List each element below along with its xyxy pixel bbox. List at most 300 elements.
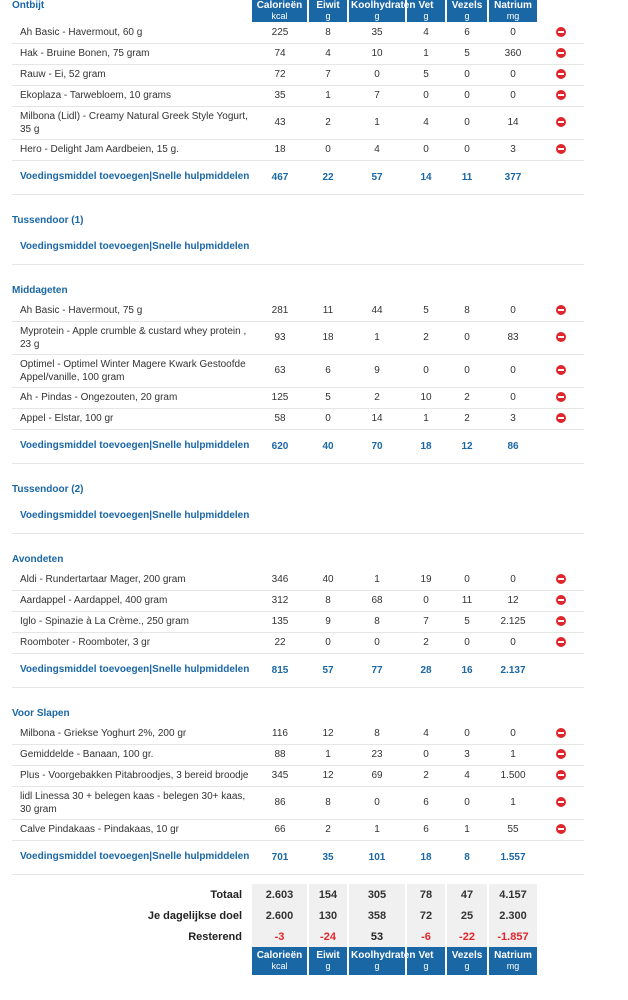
food-natrium-value: 0 [488, 22, 538, 43]
meal-total-vet: 18 [406, 429, 446, 463]
food-calories-value: 22 [252, 632, 308, 653]
food-vet-value: 2 [406, 765, 446, 786]
meal-total-calories: 701 [252, 840, 308, 874]
food-vezels-value: 4 [446, 765, 488, 786]
food-eiwit-value: 12 [308, 765, 348, 786]
food-vezels-value: 5 [446, 611, 488, 632]
add-food-link[interactable]: Voedingsmiddel toevoegen [20, 509, 150, 521]
meal-totals-row [12, 653, 584, 687]
delete-entry-cell [538, 819, 584, 840]
food-natrium-value: 0 [488, 85, 538, 106]
quick-tools-link[interactable]: Snelle hulpmiddelen [152, 851, 250, 862]
food-natrium-value: 1.500 [488, 765, 538, 786]
remove-circle-icon[interactable] [556, 616, 566, 626]
food-vet-value: 0 [406, 85, 446, 106]
delete-entry-cell [538, 43, 584, 64]
food-natrium-value: 0 [488, 64, 538, 85]
food-vezels-value: 1 [446, 819, 488, 840]
column-header-label: Koolhydraten [351, 950, 416, 961]
food-calories-value: 225 [252, 22, 308, 43]
meal-totals-row [12, 160, 584, 194]
food-entry-link[interactable]: Appel - Elstar, 100 gr [12, 408, 252, 429]
food-vet-value: 4 [406, 22, 446, 43]
food-entry-link[interactable]: Plus - Voorgebakken Pitabroodjes, 3 bereid broodje [12, 765, 252, 786]
add-food-link[interactable]: Voedingsmiddel toevoegen [20, 240, 150, 252]
remove-circle-icon[interactable] [556, 90, 566, 100]
food-vet-value: 4 [406, 106, 446, 139]
quick-tools-link[interactable]: Snelle hulpmiddelen [152, 509, 250, 521]
food-vezels-value: 11 [446, 590, 488, 611]
meal-actions [12, 429, 252, 463]
add-food-link[interactable]: Voedingsmiddel toevoegen [20, 171, 150, 182]
food-diary [12, 0, 584, 975]
food-eiwit-value: 0 [308, 632, 348, 653]
food-koolhydraten-value: 68 [348, 590, 406, 611]
column-header-unit: g [464, 11, 470, 21]
meal-actions [12, 230, 252, 264]
column-header-label: Vet [418, 0, 434, 11]
delete-entry-cell [538, 408, 584, 429]
column-header-calories[interactable] [252, 0, 308, 22]
remove-circle-icon[interactable] [556, 797, 566, 807]
food-koolhydraten-value: 2 [348, 387, 406, 408]
food-entry-link[interactable]: Ah - Pindas - Ongezouten, 20 gram [12, 387, 252, 408]
meal-total-natrium [488, 499, 538, 533]
food-calories-value: 346 [252, 569, 308, 590]
meal-total-natrium: 2.137 [488, 653, 538, 687]
food-natrium-value: 55 [488, 819, 538, 840]
meal-title-row [12, 687, 584, 723]
food-vezels-value: 5 [446, 43, 488, 64]
food-koolhydraten-value: 14 [348, 408, 406, 429]
meal-total-eiwit: 22 [308, 160, 348, 194]
food-entry-link[interactable]: Milbona (Lidl) - Creamy Natural Greek Style Yogurt, 35 g [12, 106, 252, 139]
food-vet-value: 10 [406, 387, 446, 408]
totals-spacer [538, 653, 584, 687]
link-separator: | [149, 171, 153, 182]
food-eiwit-value: 8 [308, 786, 348, 819]
meal-title-row [12, 194, 584, 230]
column-header-unit: g [325, 11, 331, 21]
column-footer-koolhydraten[interactable] [348, 947, 416, 975]
food-vet-value: 4 [406, 723, 446, 744]
meal-title: Voor Slapen [12, 708, 70, 719]
delete-entry-cell [538, 22, 584, 43]
delete-entry-cell [538, 354, 584, 387]
food-entry-link[interactable]: Hak - Bruine Bonen, 75 gram [12, 43, 252, 64]
food-koolhydraten-value: 0 [348, 64, 406, 85]
food-calories-value: 66 [252, 819, 308, 840]
food-koolhydraten-value: 0 [348, 632, 406, 653]
food-vezels-value: 0 [446, 786, 488, 819]
meal-total-koolhydraten: 101 [348, 840, 406, 874]
meal-total-calories: 620 [252, 429, 308, 463]
column-header-label: Natrium [494, 950, 532, 961]
food-eiwit-value: 6 [308, 354, 348, 387]
header-spacer [538, 0, 584, 22]
food-vet-value: 6 [406, 819, 446, 840]
meal-total-vezels: 16 [446, 653, 488, 687]
column-header-unit: mg [506, 11, 520, 21]
meal-totals-row [12, 429, 584, 463]
summary-row [12, 926, 584, 947]
food-vezels-value: 6 [446, 22, 488, 43]
remove-circle-icon[interactable] [556, 69, 566, 79]
quick-tools-link[interactable]: Snelle hulpmiddelen [152, 664, 250, 675]
food-entry-link[interactable]: Optimel - Optimel Winter Magere Kwark Gestoofde Appel/vanille, 100 gram [12, 354, 252, 387]
food-vet-value: 19 [406, 569, 446, 590]
summary-spacer [538, 905, 584, 926]
meal-total-vezels: 11 [446, 160, 488, 194]
summary-vezels: 25 [446, 905, 488, 926]
column-footer-calories[interactable] [252, 947, 308, 975]
food-vezels-value: 0 [446, 321, 488, 354]
column-header-label: Vet [418, 950, 434, 961]
food-natrium-value: 360 [488, 43, 538, 64]
food-entry-row [12, 408, 584, 429]
food-eiwit-value: 7 [308, 64, 348, 85]
food-entry-link[interactable]: Aldi - Rundertartaar Mager, 200 gram [12, 569, 252, 590]
meal-actions [12, 499, 252, 533]
food-natrium-value: 0 [488, 387, 538, 408]
meal-total-eiwit: 35 [308, 840, 348, 874]
remove-circle-icon[interactable] [556, 824, 566, 834]
food-vet-value: 5 [406, 300, 446, 321]
summary-koolhydraten: 358 [348, 905, 406, 926]
food-calories-value: 312 [252, 590, 308, 611]
spacer-cell [12, 874, 584, 884]
food-koolhydraten-value: 9 [348, 354, 406, 387]
food-calories-value: 35 [252, 85, 308, 106]
meal-total-natrium [488, 230, 538, 264]
food-calories-value: 43 [252, 106, 308, 139]
food-entry-link[interactable]: Aardappel - Aardappel, 400 gram [12, 590, 252, 611]
meal-total-koolhydraten: 70 [348, 429, 406, 463]
food-calories-value: 125 [252, 387, 308, 408]
meal-total-eiwit: 40 [308, 429, 348, 463]
totals-spacer [538, 230, 584, 264]
meal-totals-row [12, 840, 584, 874]
food-vezels-value: 0 [446, 64, 488, 85]
food-calories-value: 86 [252, 786, 308, 819]
meal-total-koolhydraten: 77 [348, 653, 406, 687]
meal-actions [12, 653, 252, 687]
summary-label: Totaal [210, 888, 242, 901]
column-header-vezels[interactable] [446, 0, 488, 22]
meal-total-vezels [446, 499, 488, 533]
delete-entry-cell [538, 106, 584, 139]
add-food-link[interactable]: Voedingsmiddel toevoegen [20, 440, 150, 451]
remove-circle-icon[interactable] [556, 392, 566, 402]
food-koolhydraten-value: 1 [348, 321, 406, 354]
food-entry-row [12, 22, 584, 43]
meal-total-natrium: 377 [488, 160, 538, 194]
food-eiwit-value: 9 [308, 611, 348, 632]
column-header-unit: kcal [271, 11, 288, 21]
food-koolhydraten-value: 35 [348, 22, 406, 43]
remove-circle-icon[interactable] [556, 413, 566, 423]
delete-entry-cell [538, 569, 584, 590]
food-eiwit-value: 12 [308, 723, 348, 744]
column-header-label: Eiwit [316, 0, 340, 11]
totals-spacer [538, 429, 584, 463]
food-entry-row [12, 569, 584, 590]
food-vezels-value: 2 [446, 387, 488, 408]
meal-total-vet [406, 230, 446, 264]
remove-circle-icon[interactable] [556, 305, 566, 315]
food-entry-link[interactable]: Ekoplaza - Tarwebloem, 10 grams [12, 85, 252, 106]
food-vezels-value: 0 [446, 569, 488, 590]
meal-total-natrium: 1.557 [488, 840, 538, 874]
remove-circle-icon[interactable] [556, 595, 566, 605]
food-entry-link[interactable]: Myprotein - Apple crumble & custard whey protein , 23 g [12, 321, 252, 354]
meal-title: Ontbijt [12, 0, 45, 11]
delete-entry-cell [538, 139, 584, 160]
summary-spacer [538, 926, 584, 947]
food-calories-value: 135 [252, 611, 308, 632]
meal-title: Tussendoor (2) [12, 484, 84, 495]
food-natrium-value: 1 [488, 786, 538, 819]
food-entry-link[interactable]: Hero - Delight Jam Aardbeien, 15 g. [12, 139, 252, 160]
food-entry-row [12, 786, 584, 819]
footer-spacer [538, 947, 584, 975]
meal-title-row [12, 533, 584, 569]
food-entry-row [12, 723, 584, 744]
delete-entry-cell [538, 321, 584, 354]
meal-actions [12, 160, 252, 194]
delete-entry-cell [538, 786, 584, 819]
meal-total-eiwit: 57 [308, 653, 348, 687]
summary-vet: 78 [406, 884, 446, 905]
food-entry-row [12, 300, 584, 321]
food-eiwit-value: 2 [308, 819, 348, 840]
summary-vezels: 47 [446, 884, 488, 905]
food-entry-row [12, 106, 584, 139]
add-food-link[interactable]: Voedingsmiddel toevoegen [20, 664, 150, 675]
summary-calories: 2.600 [252, 905, 308, 926]
food-entry-link[interactable]: Milbona - Griekse Yoghurt 2%, 200 gr [12, 723, 252, 744]
food-koolhydraten-value: 1 [348, 569, 406, 590]
quick-tools-link[interactable]: Snelle hulpmiddelen [152, 171, 250, 182]
remove-circle-icon[interactable] [556, 637, 566, 647]
delete-entry-cell [538, 64, 584, 85]
link-separator: | [149, 440, 153, 451]
food-koolhydraten-value: 0 [348, 786, 406, 819]
food-entry-link[interactable]: lidl Linessa 30 + belegen kaas - belegen 30+ kaas, 30 gram [12, 786, 252, 819]
food-vezels-value: 3 [446, 744, 488, 765]
remove-circle-icon[interactable] [556, 365, 566, 375]
section-spacer [12, 874, 584, 884]
food-koolhydraten-value: 7 [348, 85, 406, 106]
meal-title: Middageten [12, 285, 68, 296]
column-header-eiwit[interactable] [308, 0, 348, 22]
remove-circle-icon[interactable] [556, 117, 566, 127]
food-entry-row [12, 43, 584, 64]
food-entry-link[interactable]: Ah Basic - Havermout, 60 g [12, 22, 252, 43]
food-koolhydraten-value: 23 [348, 744, 406, 765]
diary-table [12, 0, 584, 975]
summary-row [12, 905, 584, 926]
food-eiwit-value: 0 [308, 408, 348, 429]
summary-vezels: -22 [446, 926, 488, 947]
summary-calories: 2.603 [252, 884, 308, 905]
column-footer-eiwit[interactable] [308, 947, 348, 975]
summary-eiwit: 154 [308, 884, 348, 905]
food-natrium-value: 2.125 [488, 611, 538, 632]
food-entry-row [12, 139, 584, 160]
meal-total-koolhydraten [348, 230, 406, 264]
summary-eiwit: 130 [308, 905, 348, 926]
food-calories-value: 18 [252, 139, 308, 160]
column-header-label: Natrium [494, 0, 532, 11]
food-vet-value: 1 [406, 43, 446, 64]
delete-entry-cell [538, 590, 584, 611]
column-header-unit: g [325, 961, 331, 971]
remove-circle-icon[interactable] [556, 749, 566, 759]
totals-spacer [538, 840, 584, 874]
meal-total-vet: 28 [406, 653, 446, 687]
meal-total-calories [252, 230, 308, 264]
food-vet-value: 7 [406, 611, 446, 632]
delete-entry-cell [538, 611, 584, 632]
column-header-unit: g [374, 11, 380, 21]
summary-label: Resterend [188, 930, 242, 943]
meal-total-calories: 467 [252, 160, 308, 194]
delete-entry-cell [538, 300, 584, 321]
food-eiwit-value: 1 [308, 85, 348, 106]
food-entry-link[interactable]: Iglo - Spinazie à La Crème., 250 gram [12, 611, 252, 632]
food-calories-value: 72 [252, 64, 308, 85]
delete-entry-cell [538, 632, 584, 653]
column-footer-natrium[interactable] [488, 947, 538, 975]
summary-koolhydraten: 305 [348, 884, 406, 905]
meal-title-row [12, 463, 584, 499]
column-header-natrium[interactable] [488, 0, 538, 22]
meal-total-koolhydraten: 57 [348, 160, 406, 194]
food-natrium-value: 0 [488, 723, 538, 744]
food-koolhydraten-value: 69 [348, 765, 406, 786]
remove-circle-icon[interactable] [556, 48, 566, 58]
food-natrium-value: 1 [488, 744, 538, 765]
meal-title: Tussendoor (1) [12, 215, 84, 226]
food-koolhydraten-value: 1 [348, 106, 406, 139]
food-entry-link[interactable]: Roomboter - Roomboter, 3 gr [12, 632, 252, 653]
meal-total-natrium: 86 [488, 429, 538, 463]
food-koolhydraten-value: 10 [348, 43, 406, 64]
delete-entry-cell [538, 744, 584, 765]
column-header-label: Eiwit [316, 950, 340, 961]
meal-total-vet: 14 [406, 160, 446, 194]
remove-circle-icon[interactable] [556, 27, 566, 37]
food-natrium-value: 0 [488, 569, 538, 590]
food-vezels-value: 0 [446, 354, 488, 387]
remove-circle-icon[interactable] [556, 770, 566, 780]
food-calories-value: 58 [252, 408, 308, 429]
quick-tools-link[interactable]: Snelle hulpmiddelen [152, 240, 250, 252]
column-header-unit: g [423, 961, 429, 971]
food-vet-value: 5 [406, 64, 446, 85]
food-eiwit-value: 18 [308, 321, 348, 354]
remove-circle-icon[interactable] [556, 728, 566, 738]
food-entry-row [12, 590, 584, 611]
column-header-unit: g [374, 961, 380, 971]
column-footer-vezels[interactable] [446, 947, 488, 975]
summary-natrium: 2.300 [488, 905, 538, 926]
column-header-unit: mg [506, 961, 520, 971]
meal-total-vet [406, 499, 446, 533]
summary-vet: 72 [406, 905, 446, 926]
summary-vet: -6 [406, 926, 446, 947]
summary-koolhydraten: 53 [348, 926, 406, 947]
food-entry-row [12, 819, 584, 840]
column-header-unit: g [423, 11, 429, 21]
food-natrium-value: 3 [488, 139, 538, 160]
food-natrium-value: 0 [488, 632, 538, 653]
delete-entry-cell [538, 723, 584, 744]
food-koolhydraten-value: 1 [348, 819, 406, 840]
food-vet-value: 0 [406, 590, 446, 611]
food-entry-row [12, 611, 584, 632]
column-footer-row [12, 947, 584, 975]
food-entry-link[interactable]: Calve Pindakaas - Pindakaas, 10 gr [12, 819, 252, 840]
meal-title-row [12, 264, 584, 300]
meal-total-eiwit [308, 499, 348, 533]
delete-entry-cell [538, 387, 584, 408]
food-natrium-value: 0 [488, 300, 538, 321]
add-food-link[interactable]: Voedingsmiddel toevoegen [20, 851, 150, 862]
meal-title: Avondeten [12, 554, 64, 565]
food-eiwit-value: 4 [308, 43, 348, 64]
food-entry-row [12, 354, 584, 387]
column-header-label: Vezels [451, 950, 483, 961]
food-entry-row [12, 321, 584, 354]
food-eiwit-value: 1 [308, 744, 348, 765]
food-vet-value: 1 [406, 408, 446, 429]
food-eiwit-value: 8 [308, 22, 348, 43]
column-header-unit: kcal [271, 961, 288, 971]
food-vet-value: 0 [406, 139, 446, 160]
food-natrium-value: 83 [488, 321, 538, 354]
meal-total-eiwit [308, 230, 348, 264]
remove-circle-icon[interactable] [556, 332, 566, 342]
totals-spacer [538, 160, 584, 194]
remove-circle-icon[interactable] [556, 574, 566, 584]
food-vezels-value: 2 [446, 408, 488, 429]
delete-entry-cell [538, 85, 584, 106]
food-vezels-value: 0 [446, 139, 488, 160]
meal-total-calories [252, 499, 308, 533]
link-separator: | [149, 509, 153, 521]
meal-totals-row [12, 230, 584, 264]
quick-tools-link[interactable]: Snelle hulpmiddelen [152, 440, 250, 451]
meal-total-vezels: 12 [446, 429, 488, 463]
footer-spacer [12, 947, 252, 975]
remove-circle-icon[interactable] [556, 144, 566, 154]
link-separator: | [149, 664, 153, 675]
summary-natrium: -1.857 [488, 926, 538, 947]
food-entry-link[interactable]: Gemiddelde - Banaan, 100 gr. [12, 744, 252, 765]
food-entry-link[interactable]: Ah Basic - Havermout, 75 g [12, 300, 252, 321]
food-entry-row [12, 744, 584, 765]
food-entry-link[interactable]: Rauw - Ei, 52 gram [12, 64, 252, 85]
food-calories-value: 116 [252, 723, 308, 744]
delete-entry-cell [538, 765, 584, 786]
link-separator: | [149, 240, 153, 252]
column-header-koolhydraten[interactable] [348, 0, 416, 22]
totals-spacer [538, 499, 584, 533]
food-entry-row [12, 85, 584, 106]
food-eiwit-value: 2 [308, 106, 348, 139]
